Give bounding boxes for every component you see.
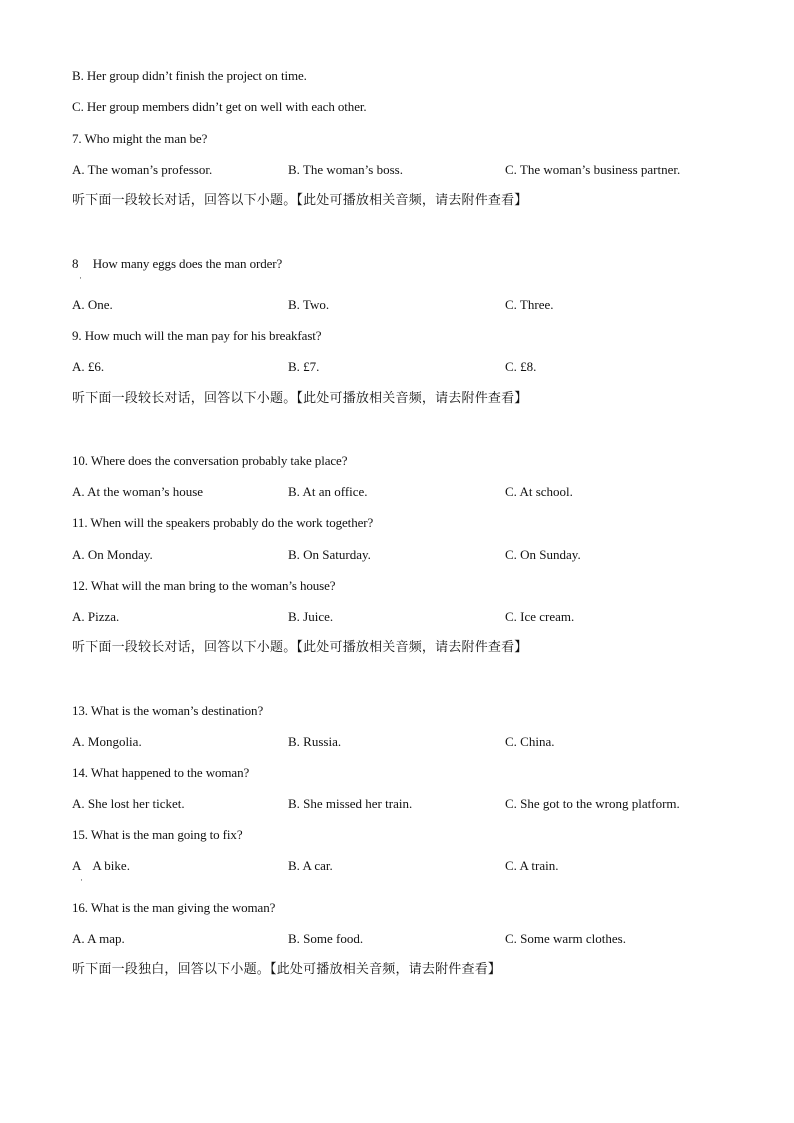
q10-option-a: A. At the woman’s house bbox=[72, 484, 204, 499]
q13-question: 13. What is the woman’s destination? bbox=[72, 703, 264, 718]
q9-question: 9. How much will the man pay for his breakfast? bbox=[72, 328, 322, 343]
q9-option-a: A. £6. bbox=[72, 359, 105, 374]
q16-question: 16. What is the man giving the woman? bbox=[72, 900, 276, 915]
monologue-instruction: 听下面一段独白，回答以下小题。【此处可播放相关音频，请去附件查看】 bbox=[72, 962, 502, 977]
q11-option-c: C. On Sunday. bbox=[505, 547, 581, 562]
q14-option-b: B. She missed her train. bbox=[288, 796, 413, 811]
q13-option-b: B. Russia. bbox=[288, 734, 342, 749]
stray-dot: · bbox=[80, 875, 83, 885]
q10-option-c: C. At school. bbox=[505, 484, 573, 499]
q15-option-a-text: A bike. bbox=[92, 858, 130, 873]
q7-option-b: B. The woman’s boss. bbox=[288, 162, 403, 177]
q15-question: 15. What is the man going to fix? bbox=[72, 827, 243, 842]
q13-option-c: C. China. bbox=[505, 734, 555, 749]
q8-options bbox=[72, 297, 732, 313]
q9-option-c: C. £8. bbox=[505, 359, 537, 374]
q8-option-b: B. Two. bbox=[288, 297, 330, 312]
q15-option-c: C. A train. bbox=[505, 858, 559, 873]
q8-text: How many eggs does the man order? bbox=[92, 256, 283, 271]
q15-option-b: B. A car. bbox=[288, 858, 333, 873]
q12-options bbox=[72, 609, 732, 625]
q8-option-c: C. Three. bbox=[505, 297, 554, 312]
q12-option-b: B. Juice. bbox=[288, 609, 334, 624]
q13-option-a: A. Mongolia. bbox=[72, 734, 142, 749]
q16-options bbox=[72, 931, 732, 947]
q8-option-a: A. One. bbox=[72, 297, 113, 312]
q9-option-b: B. £7. bbox=[288, 359, 320, 374]
q10-question: 10. Where does the conversation probably take place? bbox=[72, 453, 348, 468]
q7-option-c: C. The woman’s business partner. bbox=[505, 162, 681, 177]
q11-options bbox=[72, 547, 732, 563]
q12-option-a: A. Pizza. bbox=[72, 609, 120, 624]
q11-option-b: B. On Saturday. bbox=[288, 547, 371, 562]
q9-options bbox=[72, 359, 732, 375]
q16-option-c: C. Some warm clothes. bbox=[505, 931, 626, 946]
q13-options bbox=[72, 734, 732, 750]
q6-option-c: C. Her group members didn’t get on well with each other. bbox=[72, 99, 367, 114]
q16-option-b: B. Some food. bbox=[288, 931, 364, 946]
q14-options bbox=[72, 796, 732, 812]
q8-number: 8 bbox=[72, 256, 79, 271]
q7-options bbox=[72, 162, 732, 178]
stray-dot: · bbox=[79, 273, 82, 283]
q11-option-a: A. On Monday. bbox=[72, 547, 153, 562]
q12-question: 12. What will the man bring to the woman’s house? bbox=[72, 578, 336, 593]
q7-option-a: A. The woman’s professor. bbox=[72, 162, 213, 177]
q11-question: 11. When will the speakers probably do the work together? bbox=[72, 515, 374, 530]
q6-option-b: B. Her group didn’t finish the project on time. bbox=[72, 68, 307, 83]
q10-options bbox=[72, 484, 732, 500]
q12-option-c: C. Ice cream. bbox=[505, 609, 575, 624]
q14-option-a: A. She lost her ticket. bbox=[72, 796, 185, 811]
section-instruction: 听下面一段较长对话，回答以下小题。【此处可播放相关音频，请去附件查看】 bbox=[72, 391, 528, 406]
section-instruction: 听下面一段较长对话，回答以下小题。【此处可播放相关音频，请去附件查看】 bbox=[72, 193, 528, 208]
q15-option-a bbox=[72, 858, 130, 874]
q15-options bbox=[72, 858, 732, 874]
q14-question: 14. What happened to the woman? bbox=[72, 765, 250, 780]
q15-option-a-letter: A bbox=[72, 858, 82, 873]
section-instruction: 听下面一段较长对话，回答以下小题。【此处可播放相关音频，请去附件查看】 bbox=[72, 640, 528, 655]
q8-question bbox=[72, 256, 282, 272]
q7-question: 7. Who might the man be? bbox=[72, 131, 208, 146]
q10-option-b: B. At an office. bbox=[288, 484, 368, 499]
q16-option-a: A. A map. bbox=[72, 931, 125, 946]
q14-option-c: C. She got to the wrong platform. bbox=[505, 796, 680, 811]
